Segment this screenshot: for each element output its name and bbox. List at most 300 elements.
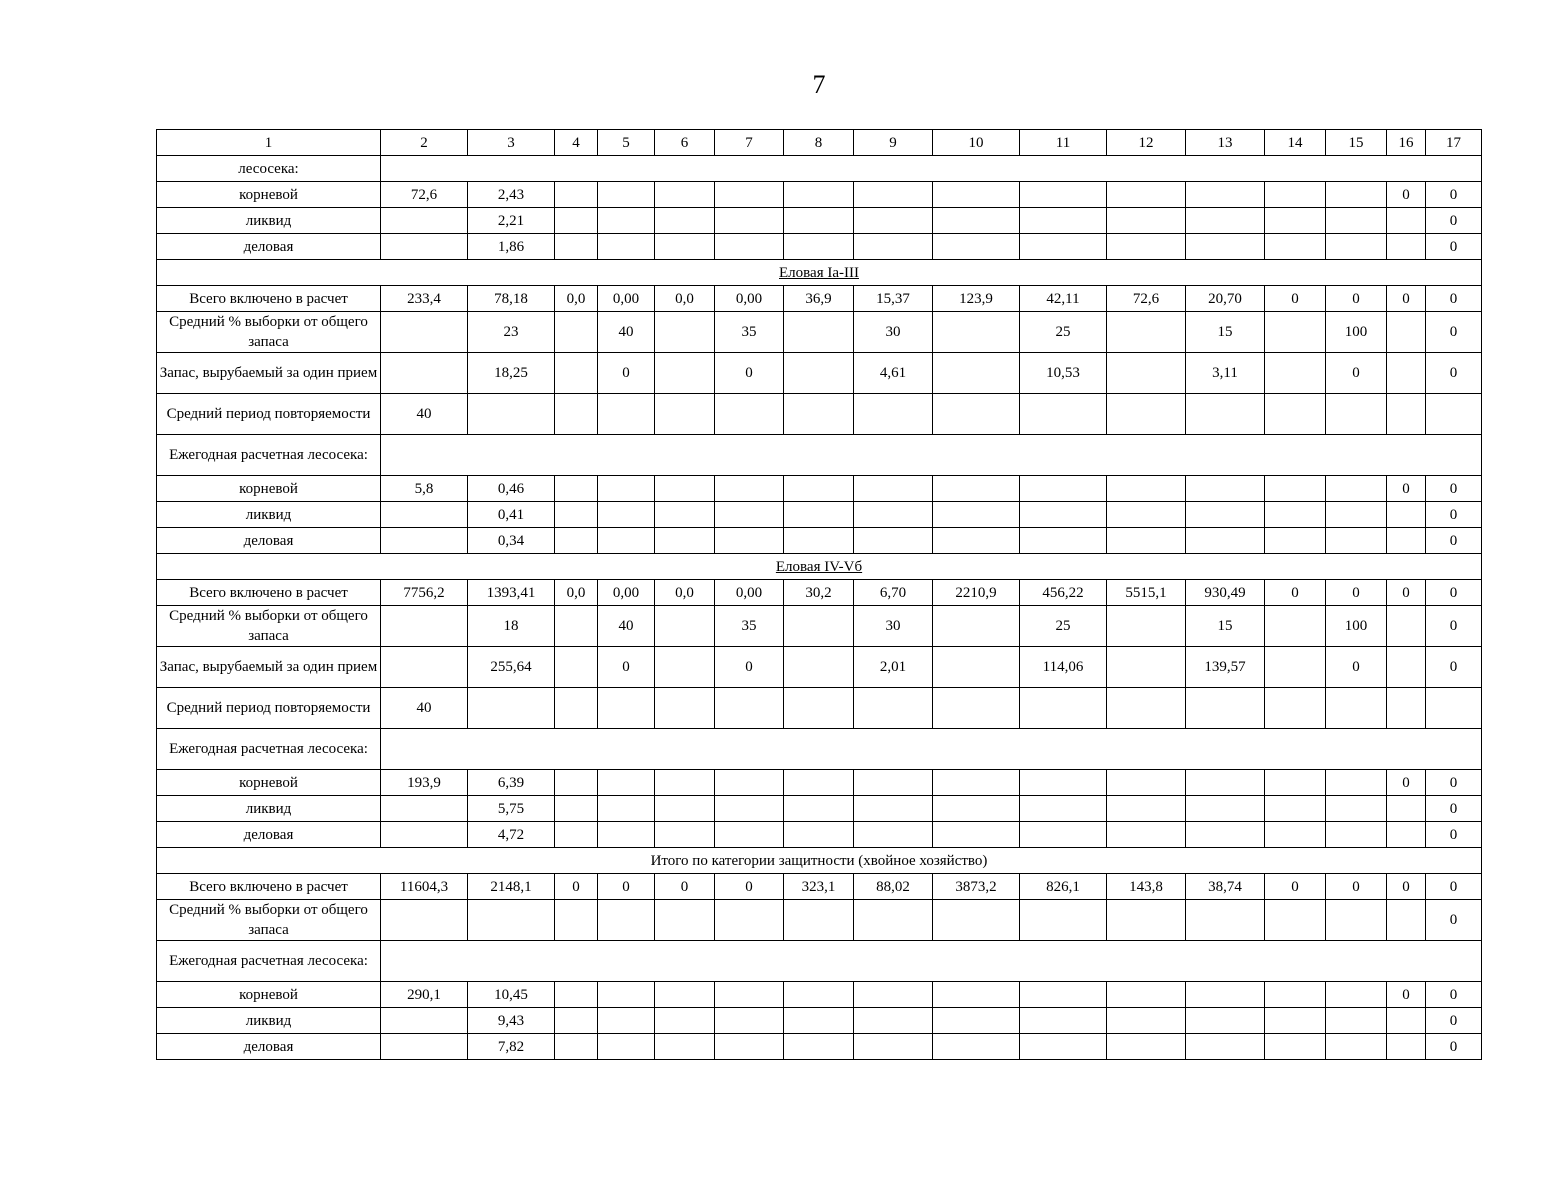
table-cell: 0 — [1387, 286, 1426, 312]
table-cell — [854, 1034, 933, 1060]
table-cell: 143,8 — [1107, 874, 1186, 900]
table-cell: 0,41 — [468, 502, 555, 528]
table-cell — [1387, 353, 1426, 394]
table-cell: 0 — [1265, 580, 1326, 606]
table-cell: 18,25 — [468, 353, 555, 394]
table-cell: 100 — [1326, 312, 1387, 353]
table-cell: 0 — [1426, 476, 1482, 502]
table-cell — [1265, 502, 1326, 528]
table-cell — [1020, 982, 1107, 1008]
table-cell — [555, 770, 598, 796]
table-cell — [655, 770, 715, 796]
table-cell: 0 — [598, 874, 655, 900]
table-cell — [555, 1034, 598, 1060]
table-cell: 0,00 — [715, 286, 784, 312]
table-row — [157, 208, 1482, 234]
table-row — [157, 312, 1482, 353]
table-cell: 0,00 — [598, 580, 655, 606]
table-cell: 0 — [1426, 234, 1482, 260]
table-cell: 0 — [1265, 874, 1326, 900]
table-cell — [598, 900, 655, 941]
table-cell: 3,11 — [1186, 353, 1265, 394]
row-label: ликвид — [157, 502, 381, 528]
table-cell: 0,0 — [555, 286, 598, 312]
table-cell — [655, 476, 715, 502]
table-cell — [598, 528, 655, 554]
table-cell: 15,37 — [854, 286, 933, 312]
table-cell — [655, 353, 715, 394]
table-cell: 0 — [598, 647, 655, 688]
table-cell — [784, 982, 854, 1008]
table-cell: 826,1 — [1020, 874, 1107, 900]
table-cell — [655, 182, 715, 208]
table-cell — [1186, 502, 1265, 528]
table-cell — [1107, 822, 1186, 848]
table-cell — [854, 182, 933, 208]
table-cell — [555, 234, 598, 260]
table-row — [157, 1034, 1482, 1060]
table-cell — [1020, 1008, 1107, 1034]
row-label: Запас, вырубаемый за один прием — [157, 353, 381, 394]
table-cell: 0 — [1426, 606, 1482, 647]
table-row — [157, 647, 1482, 688]
table-cell — [655, 394, 715, 435]
table-cell — [1020, 476, 1107, 502]
table-cell — [655, 822, 715, 848]
table-cell — [381, 502, 468, 528]
table-cell: 10,45 — [468, 982, 555, 1008]
table-cell: 38,74 — [1186, 874, 1265, 900]
table-cell — [1107, 647, 1186, 688]
table-row — [157, 502, 1482, 528]
column-header: 15 — [1326, 130, 1387, 156]
table-cell — [555, 528, 598, 554]
table-cell — [1265, 476, 1326, 502]
table-cell — [1186, 982, 1265, 1008]
row-label: ликвид — [157, 208, 381, 234]
forest-plan-table — [156, 129, 1482, 1060]
table-cell — [1107, 394, 1186, 435]
table-cell — [1326, 900, 1387, 941]
table-cell — [655, 606, 715, 647]
row-label: Всего включено в расчет — [157, 286, 381, 312]
table-cell — [655, 208, 715, 234]
column-header: 16 — [1387, 130, 1426, 156]
table-cell — [715, 528, 784, 554]
table-cell — [933, 394, 1020, 435]
row-label: деловая — [157, 822, 381, 848]
table-cell: 36,9 — [784, 286, 854, 312]
table-cell — [1387, 1034, 1426, 1060]
table-cell — [555, 353, 598, 394]
table-cell: 72,6 — [1107, 286, 1186, 312]
table-cell: 2,21 — [468, 208, 555, 234]
table-cell: 6,39 — [468, 770, 555, 796]
table-cell: 0,0 — [655, 580, 715, 606]
table-cell: 0 — [1426, 874, 1482, 900]
table-cell: 18 — [468, 606, 555, 647]
table-cell: 0,46 — [468, 476, 555, 502]
table-cell — [655, 502, 715, 528]
table-cell: 323,1 — [784, 874, 854, 900]
table-cell: 0 — [715, 647, 784, 688]
table-cell — [933, 182, 1020, 208]
empty-span-cell — [381, 435, 1482, 476]
table-cell — [1020, 528, 1107, 554]
table-cell — [933, 528, 1020, 554]
table-cell: 0 — [1387, 580, 1426, 606]
group-label-row — [157, 729, 1482, 770]
table-cell: 2,01 — [854, 647, 933, 688]
table-cell: 0 — [715, 353, 784, 394]
row-label: Средний % выборки от общего запаса — [157, 606, 381, 647]
section-title: Еловая IV-Vб — [157, 554, 1482, 580]
table-cell — [555, 394, 598, 435]
table-cell: 100 — [1326, 606, 1387, 647]
table-cell — [555, 606, 598, 647]
table-cell — [715, 688, 784, 729]
table-cell: 123,9 — [933, 286, 1020, 312]
table-cell — [1265, 394, 1326, 435]
table-cell — [1265, 606, 1326, 647]
table-cell: 5,8 — [381, 476, 468, 502]
table-cell — [1020, 208, 1107, 234]
table-cell: 6,70 — [854, 580, 933, 606]
table-cell — [1265, 982, 1326, 1008]
table-cell — [1387, 647, 1426, 688]
table-cell — [1326, 1034, 1387, 1060]
table-row — [157, 1008, 1482, 1034]
table-cell: 40 — [598, 606, 655, 647]
table-cell: 30 — [854, 312, 933, 353]
column-header: 12 — [1107, 130, 1186, 156]
table-cell — [1326, 688, 1387, 729]
table-cell — [1186, 208, 1265, 234]
table-cell: 30 — [854, 606, 933, 647]
row-label: деловая — [157, 1034, 381, 1060]
table-cell — [555, 647, 598, 688]
table-cell — [1265, 353, 1326, 394]
table-cell — [933, 1034, 1020, 1060]
table-cell: 114,06 — [1020, 647, 1107, 688]
table-cell: 456,22 — [1020, 580, 1107, 606]
table-cell — [1186, 796, 1265, 822]
table-cell: 0 — [598, 353, 655, 394]
table-cell — [555, 502, 598, 528]
column-header: 5 — [598, 130, 655, 156]
table-cell — [468, 394, 555, 435]
table-cell — [933, 822, 1020, 848]
row-label: Средний период повторяемости — [157, 688, 381, 729]
table-cell — [1387, 502, 1426, 528]
table-cell: 30,2 — [784, 580, 854, 606]
table-cell — [1020, 1034, 1107, 1060]
table-cell — [381, 606, 468, 647]
table-cell — [854, 900, 933, 941]
table-cell: 0 — [1426, 580, 1482, 606]
table-cell — [1186, 528, 1265, 554]
table-cell — [655, 312, 715, 353]
column-header: 14 — [1265, 130, 1326, 156]
table-row — [157, 796, 1482, 822]
table-cell — [555, 688, 598, 729]
table-cell — [933, 606, 1020, 647]
table-cell — [1326, 182, 1387, 208]
table-cell — [381, 353, 468, 394]
table-cell — [655, 796, 715, 822]
table-cell — [854, 822, 933, 848]
table-cell — [1326, 796, 1387, 822]
table-cell — [1265, 822, 1326, 848]
table-row — [157, 528, 1482, 554]
table-cell — [1107, 234, 1186, 260]
section-row — [157, 260, 1482, 286]
table-cell — [598, 394, 655, 435]
table-cell — [1265, 208, 1326, 234]
table-row — [157, 353, 1482, 394]
table-cell — [1107, 770, 1186, 796]
table-cell: 42,11 — [1020, 286, 1107, 312]
group-label-row — [157, 941, 1482, 982]
table-cell — [1020, 688, 1107, 729]
table-cell: 2,43 — [468, 182, 555, 208]
table-cell — [784, 312, 854, 353]
table-cell — [933, 1008, 1020, 1034]
table-cell — [1107, 353, 1186, 394]
row-label: лесосека: — [157, 156, 381, 182]
table-cell — [1387, 688, 1426, 729]
table-cell — [1186, 234, 1265, 260]
table-cell — [1186, 182, 1265, 208]
table-cell — [1020, 900, 1107, 941]
table-cell: 0 — [1426, 502, 1482, 528]
table-cell — [1326, 476, 1387, 502]
table-cell: 0 — [1426, 647, 1482, 688]
table-cell: 0 — [555, 874, 598, 900]
table-cell — [715, 1034, 784, 1060]
column-header: 13 — [1186, 130, 1265, 156]
table-row — [157, 982, 1482, 1008]
table-cell: 0 — [1387, 874, 1426, 900]
table-cell: 0 — [1426, 982, 1482, 1008]
table-cell — [933, 982, 1020, 1008]
table-cell — [655, 688, 715, 729]
table-cell — [1326, 982, 1387, 1008]
table-cell — [1387, 900, 1426, 941]
table-cell — [715, 1008, 784, 1034]
table-row — [157, 822, 1482, 848]
table-cell — [784, 502, 854, 528]
table-cell — [1107, 1034, 1186, 1060]
table-row — [157, 286, 1482, 312]
section-row — [157, 848, 1482, 874]
table-cell: 23 — [468, 312, 555, 353]
table-cell — [655, 647, 715, 688]
table-cell — [854, 208, 933, 234]
table-cell — [854, 476, 933, 502]
column-header: 17 — [1426, 130, 1482, 156]
table-cell — [381, 822, 468, 848]
table-cell — [1387, 394, 1426, 435]
table-cell — [1186, 822, 1265, 848]
table-cell — [1387, 1008, 1426, 1034]
table-cell — [933, 353, 1020, 394]
table-cell — [1107, 476, 1186, 502]
table-cell — [1186, 476, 1265, 502]
table-cell — [784, 647, 854, 688]
table-cell — [555, 822, 598, 848]
table-cell: 0 — [1326, 647, 1387, 688]
table-cell: 1393,41 — [468, 580, 555, 606]
table-cell — [933, 476, 1020, 502]
table-cell: 2148,1 — [468, 874, 555, 900]
table-cell: 0,0 — [655, 286, 715, 312]
table-cell — [1107, 182, 1186, 208]
table-cell: 20,70 — [1186, 286, 1265, 312]
table-cell — [715, 394, 784, 435]
table-row — [157, 476, 1482, 502]
table-cell: 0 — [715, 874, 784, 900]
table-cell: 193,9 — [381, 770, 468, 796]
table-cell — [555, 1008, 598, 1034]
table-row — [157, 874, 1482, 900]
table-cell — [1107, 502, 1186, 528]
table-cell — [1107, 796, 1186, 822]
table-cell — [555, 182, 598, 208]
table-cell: 0 — [1387, 182, 1426, 208]
table-cell: 9,43 — [468, 1008, 555, 1034]
table-row — [157, 394, 1482, 435]
table-cell — [1326, 394, 1387, 435]
table-cell — [1326, 234, 1387, 260]
table-cell — [1020, 770, 1107, 796]
empty-span-cell — [381, 729, 1482, 770]
table-cell: 88,02 — [854, 874, 933, 900]
table-row — [157, 234, 1482, 260]
table-cell — [715, 900, 784, 941]
table-cell: 0 — [1426, 528, 1482, 554]
table-cell — [784, 528, 854, 554]
table-cell: 3873,2 — [933, 874, 1020, 900]
table-cell — [598, 770, 655, 796]
row-label: Средний период повторяемости — [157, 394, 381, 435]
table-cell: 0 — [1426, 208, 1482, 234]
table-cell — [468, 688, 555, 729]
group-label-row — [157, 435, 1482, 476]
table-cell: 7756,2 — [381, 580, 468, 606]
table-cell — [784, 476, 854, 502]
table-cell — [1326, 770, 1387, 796]
table-cell: 0 — [1326, 874, 1387, 900]
table-cell — [1265, 900, 1326, 941]
table-cell — [1107, 1008, 1186, 1034]
table-cell: 78,18 — [468, 286, 555, 312]
table-cell — [1186, 1034, 1265, 1060]
column-header: 2 — [381, 130, 468, 156]
table-cell — [1020, 182, 1107, 208]
table-cell — [715, 822, 784, 848]
table-cell — [598, 1034, 655, 1060]
table-cell — [1326, 502, 1387, 528]
row-label: Средний % выборки от общего запаса — [157, 312, 381, 353]
table-cell — [1186, 900, 1265, 941]
table-cell — [715, 770, 784, 796]
row-label: деловая — [157, 234, 381, 260]
table-cell: 0 — [1326, 286, 1387, 312]
table-cell: 255,64 — [468, 647, 555, 688]
table-body — [157, 130, 1482, 1060]
table-cell — [784, 900, 854, 941]
table-cell: 4,61 — [854, 353, 933, 394]
column-header: 1 — [157, 130, 381, 156]
table-cell — [1265, 688, 1326, 729]
table-cell — [598, 688, 655, 729]
table-cell: 25 — [1020, 606, 1107, 647]
table-cell — [784, 796, 854, 822]
table-cell — [933, 312, 1020, 353]
row-label: ликвид — [157, 796, 381, 822]
table-cell: 0,00 — [715, 580, 784, 606]
table-cell — [933, 796, 1020, 822]
table-cell — [715, 982, 784, 1008]
row-label: Ежегодная расчетная лесосека: — [157, 435, 381, 476]
table-cell — [1020, 234, 1107, 260]
table-cell — [1265, 770, 1326, 796]
row-label: корневой — [157, 182, 381, 208]
table-cell — [784, 822, 854, 848]
table-cell — [381, 647, 468, 688]
table-cell: 0 — [1387, 982, 1426, 1008]
table-cell — [1186, 394, 1265, 435]
column-header: 4 — [555, 130, 598, 156]
table-cell — [933, 900, 1020, 941]
table-cell — [598, 234, 655, 260]
table-cell: 0 — [1426, 312, 1482, 353]
table-cell: 5515,1 — [1107, 580, 1186, 606]
table-cell: 25 — [1020, 312, 1107, 353]
table-cell — [555, 208, 598, 234]
table-cell: 7,82 — [468, 1034, 555, 1060]
table-cell — [598, 502, 655, 528]
table-cell — [1186, 770, 1265, 796]
table-cell — [381, 796, 468, 822]
table-cell — [1387, 208, 1426, 234]
header-row — [157, 130, 1482, 156]
table-cell: 15 — [1186, 606, 1265, 647]
table-cell: 0 — [1426, 182, 1482, 208]
table-cell — [555, 796, 598, 822]
table-cell — [1265, 647, 1326, 688]
table-cell — [715, 796, 784, 822]
table-cell: 0,0 — [555, 580, 598, 606]
section-title: Еловая Ia-III — [157, 260, 1482, 286]
table-cell — [1107, 312, 1186, 353]
table-cell — [854, 234, 933, 260]
table-cell — [1387, 234, 1426, 260]
table-cell — [1426, 394, 1482, 435]
table-cell — [1107, 982, 1186, 1008]
table-cell — [1265, 182, 1326, 208]
table-cell — [1326, 208, 1387, 234]
table-cell: 40 — [381, 688, 468, 729]
column-header: 7 — [715, 130, 784, 156]
table-cell: 0 — [1426, 770, 1482, 796]
table-cell — [1426, 688, 1482, 729]
table-cell — [381, 1008, 468, 1034]
table-cell — [1020, 502, 1107, 528]
table-cell — [468, 900, 555, 941]
table-cell — [933, 502, 1020, 528]
